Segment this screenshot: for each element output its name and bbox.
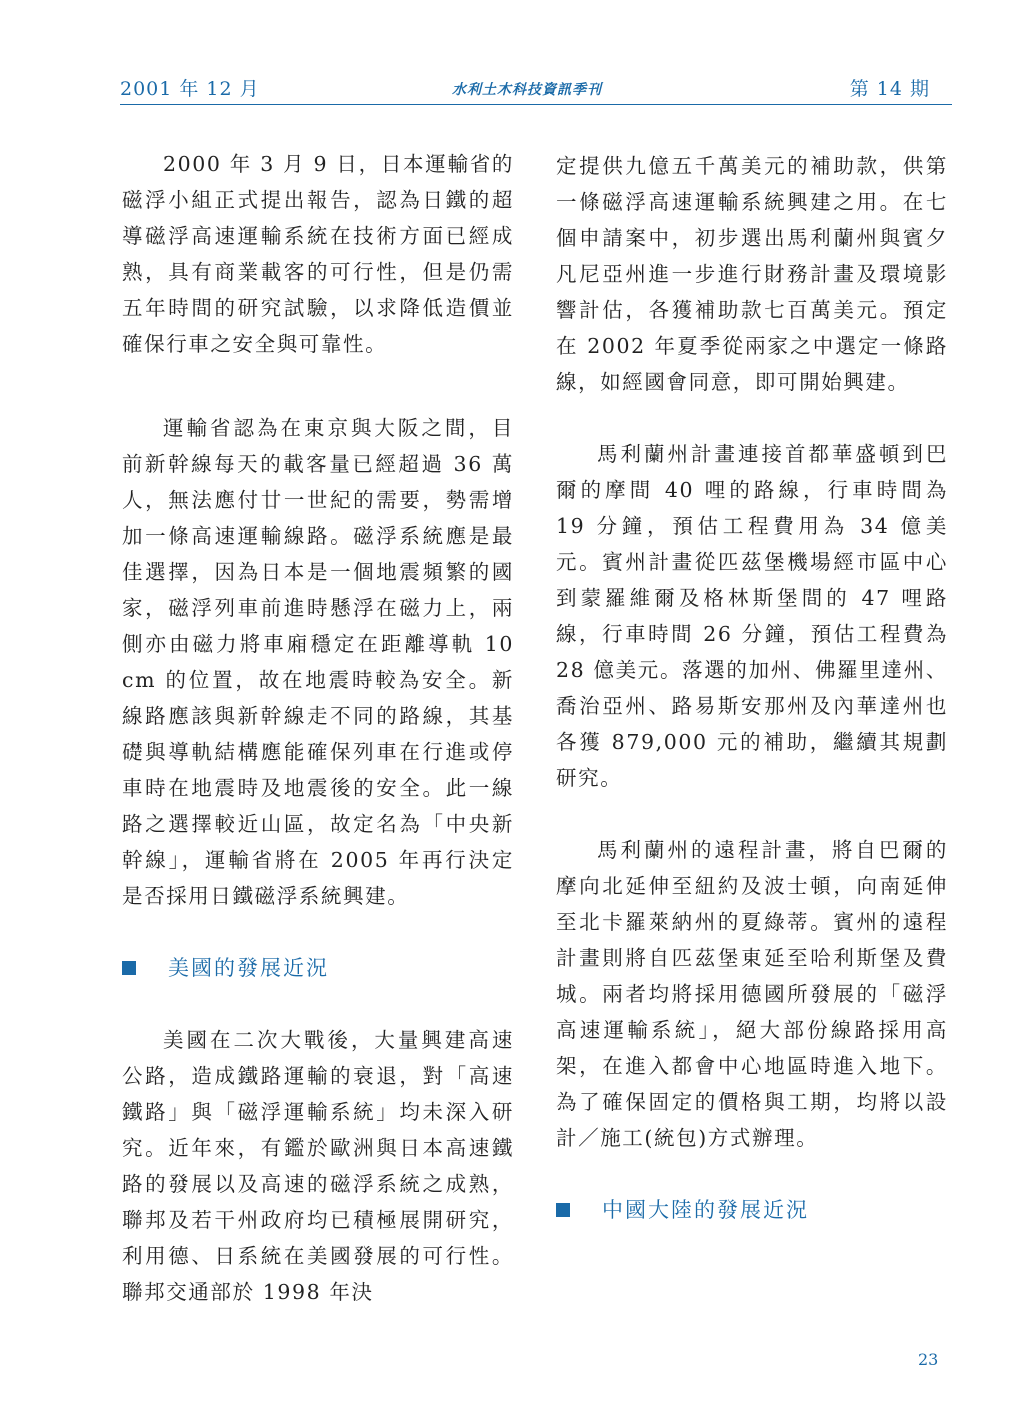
paragraph-japan-route: 運輸省認為在東京與大阪之間，目前新幹線每天的載客量已經超過 36 萬人，無法應付廿一世紀的需要，勢需增加一條高速運輸線路。磁浮系統應是最佳選擇，因為日本是一個地震頻繁的國家，磁浮列車前進時懸浮在磁力上，兩側亦由磁力將車廂穩定在距離導軌 10 cm 的位置，故在地震時較為安全。新線路應該與新幹線走不同的路線，其基礎與導軌結構應能確保列車在行進或停車時在地震時及地震後的安全。此一線路之選擇較近山區，故定名為「中央新幹線」，運輸省將在 2005 年再行決定是否採用日鐵磁浮系統興建。 <box>122 416 514 908</box>
section-heading-china-label: 中國大陸的發展近況 <box>602 1198 809 1222</box>
left-column <box>122 146 514 1310</box>
section-heading-usa <box>122 950 514 986</box>
section-heading-china <box>556 1192 948 1228</box>
paragraph-japan-report: 2000 年 3 月 9 日，日本運輸省的磁浮小組正式提出報告，認為日鐵的超導磁浮高速運輸系統在技術方面已經成熟，具有商業載客的可行性，但是仍需五年時間的研究試驗，以求降低造價並確保行車之安全與可靠性。 <box>122 152 514 356</box>
journal-title: 水利土木科技資訊季刊 <box>452 82 602 98</box>
square-bullet-icon <box>122 961 136 975</box>
paragraph-usa-funding: 定提供九億五千萬美元的補助款，供第一條磁浮高速運輸系統興建之用。在七個申請案中，初步選出馬利蘭州與賓夕凡尼亞州進一步進行財務計畫及環境影響計估，各獲補助款七百萬美元。預定在 2002 年夏季從兩家之中選定一條路線，如經國會同意，即可開始興建。 <box>556 154 948 394</box>
paragraph-maryland-plan: 馬利蘭州計畫連接首都華盛頓到巴爾的摩間 40 哩的路線，行車時間為 19 分鐘，預估工程費用為 34 億美元。賓州計畫從匹茲堡機場經市區中心到蒙羅維爾及格林斯堡間的 47 哩路線，行車時間 26 分鐘，預估工程費為 28 億美元。落選的加州、佛羅里達州、喬治亞州、路易斯安那州及內華達州也各獲 879,000 元的補助，繼續其規劃研究。 <box>556 442 948 790</box>
page-number: 23 <box>918 1350 939 1369</box>
page-header <box>120 64 952 104</box>
section-heading-usa-label: 美國的發展近況 <box>168 956 329 980</box>
square-bullet-icon <box>556 1203 570 1217</box>
header-rule <box>120 104 952 105</box>
issue-date: 2001 年 12 月 <box>120 78 260 100</box>
paragraph-long-range-plan: 馬利蘭州的遠程計畫，將自巴爾的摩向北延伸至紐約及波士頓，向南延伸至北卡羅萊納州的夏綠蒂。賓州的遠程計畫則將自匹茲堡東延至哈利斯堡及費城。兩者均將採用德國所發展的「磁浮高速運輸系統」，絕大部份線路採用高架，在進入都會中心地區時進入地下。為了確保固定的價格與工期，均將以設計／施工(統包)方式辦理。 <box>556 838 948 1150</box>
paragraph-usa-intro: 美國在二次大戰後，大量興建高速公路，造成鐵路運輸的衰退，對「高速鐵路」與「磁浮運輸系統」均未深入研究。近年來，有鑑於歐洲與日本高速鐵路的發展以及高速的磁浮系統之成熟，聯邦及若干州政府均已積極展開研究，利用德、日系統在美國發展的可行性。聯邦交通部於 1998 年決 <box>122 1028 514 1304</box>
issue-number: 第 14 期 <box>849 78 930 100</box>
right-column <box>556 148 948 1228</box>
